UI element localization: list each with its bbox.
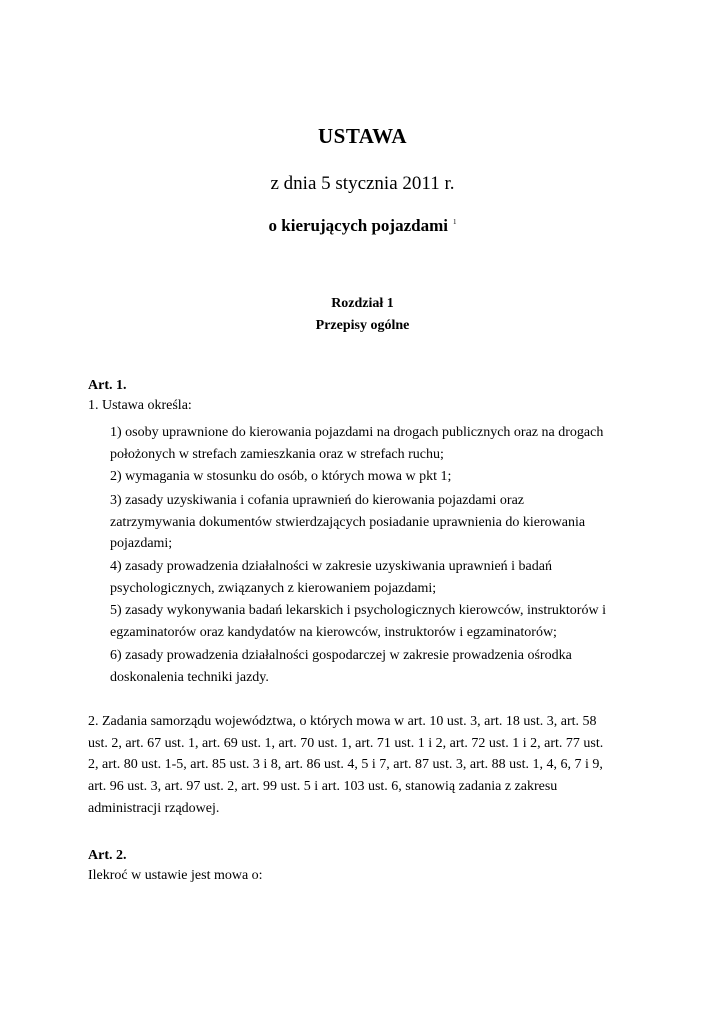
list-item-line: 2) wymagania w stosunku do osób, o których mowa w pkt 1; (110, 469, 452, 484)
list-item-line: 5) zasady wykonywania badań lekarskich i psychologicznych kierowców, instruktorów i (110, 603, 606, 618)
paragraph-line: administracji rządowej. (88, 800, 220, 816)
article-2-intro: Ilekroć w ustawie jest mowa o: (88, 868, 263, 883)
article-1-paragraph-2 (88, 711, 648, 820)
list-item-line: egzaminatorów oraz kandydatów na kierowców, instruktorów i egzaminatorów; (110, 624, 557, 640)
chapter-title: Przepisy ogólne (315, 318, 410, 333)
list-item (110, 490, 650, 555)
list-item-line: położonych w strefach zamieszkania oraz w strefach ruchu; (110, 446, 444, 462)
paragraph-line: ust. 2, art. 67 ust. 1, art. 69 ust. 1, art. 70 ust. 1, art. 71 ust. 1 i 2, art. 72 ust. 1 i 2, art. 77 ust. (88, 735, 604, 751)
list-item (110, 466, 650, 488)
subject-text: o kierujących pojazdami (268, 216, 448, 235)
list-item-line: pojazdami; (110, 536, 173, 551)
article-1-intro: 1. Ustawa określa: (88, 398, 192, 413)
paragraph-line: 2, art. 80 ust. 1-5, art. 85 ust. 3 i 8, art. 86 ust. 4, 5 i 7, art. 87 ust. 3, art. 88 ust. 1, 4, 6, 7 i 9, (88, 757, 603, 773)
paragraph-line: 2. Zadania samorządu województwa, o których mowa w art. 10 ust. 3, art. 18 ust. 3, art. 58 (88, 714, 597, 729)
list-item (110, 556, 650, 599)
document-title: USTAWA (318, 124, 407, 148)
article-1-heading: Art. 1. (88, 378, 127, 393)
list-item-line: 3) zasady uzyskiwania i cofania uprawnień do kierowania pojazdami oraz (110, 493, 524, 508)
list-item-line: 1) osoby uprawnione do kierowania pojazdami na drogach publicznych oraz na drogach (110, 425, 604, 440)
list-item-line: doskonalenia techniki jazdy. (110, 669, 269, 685)
list-item (110, 422, 650, 465)
chapter-heading: Rozdział 1 (331, 296, 394, 311)
list-item-line: zatrzymywania dokumentów stwierdzających posiadanie uprawnienia do kierowania (110, 514, 586, 530)
list-item-line: 4) zasady prowadzenia działalności w zakresie uzyskiwania uprawnień i badań (110, 559, 552, 574)
list-item (110, 600, 650, 643)
document-date: z dnia 5 stycznia 2011 r. (270, 173, 455, 194)
article-2-heading: Art. 2. (88, 848, 127, 863)
list-item-line: psychologicznych, związanych z kierowaniem pojazdami; (110, 580, 437, 596)
paragraph-line: art. 96 ust. 3, art. 97 ust. 2, art. 99 ust. 5 i art. 103 ust. 6, stanowią zadania z zakresu (88, 779, 558, 795)
list-item (110, 645, 650, 688)
list-item-line: 6) zasady prowadzenia działalności gospodarczej w zakresie prowadzenia ośrodka (110, 648, 572, 663)
footnote-ref: 1 (452, 218, 457, 226)
document-subject (0, 216, 725, 236)
